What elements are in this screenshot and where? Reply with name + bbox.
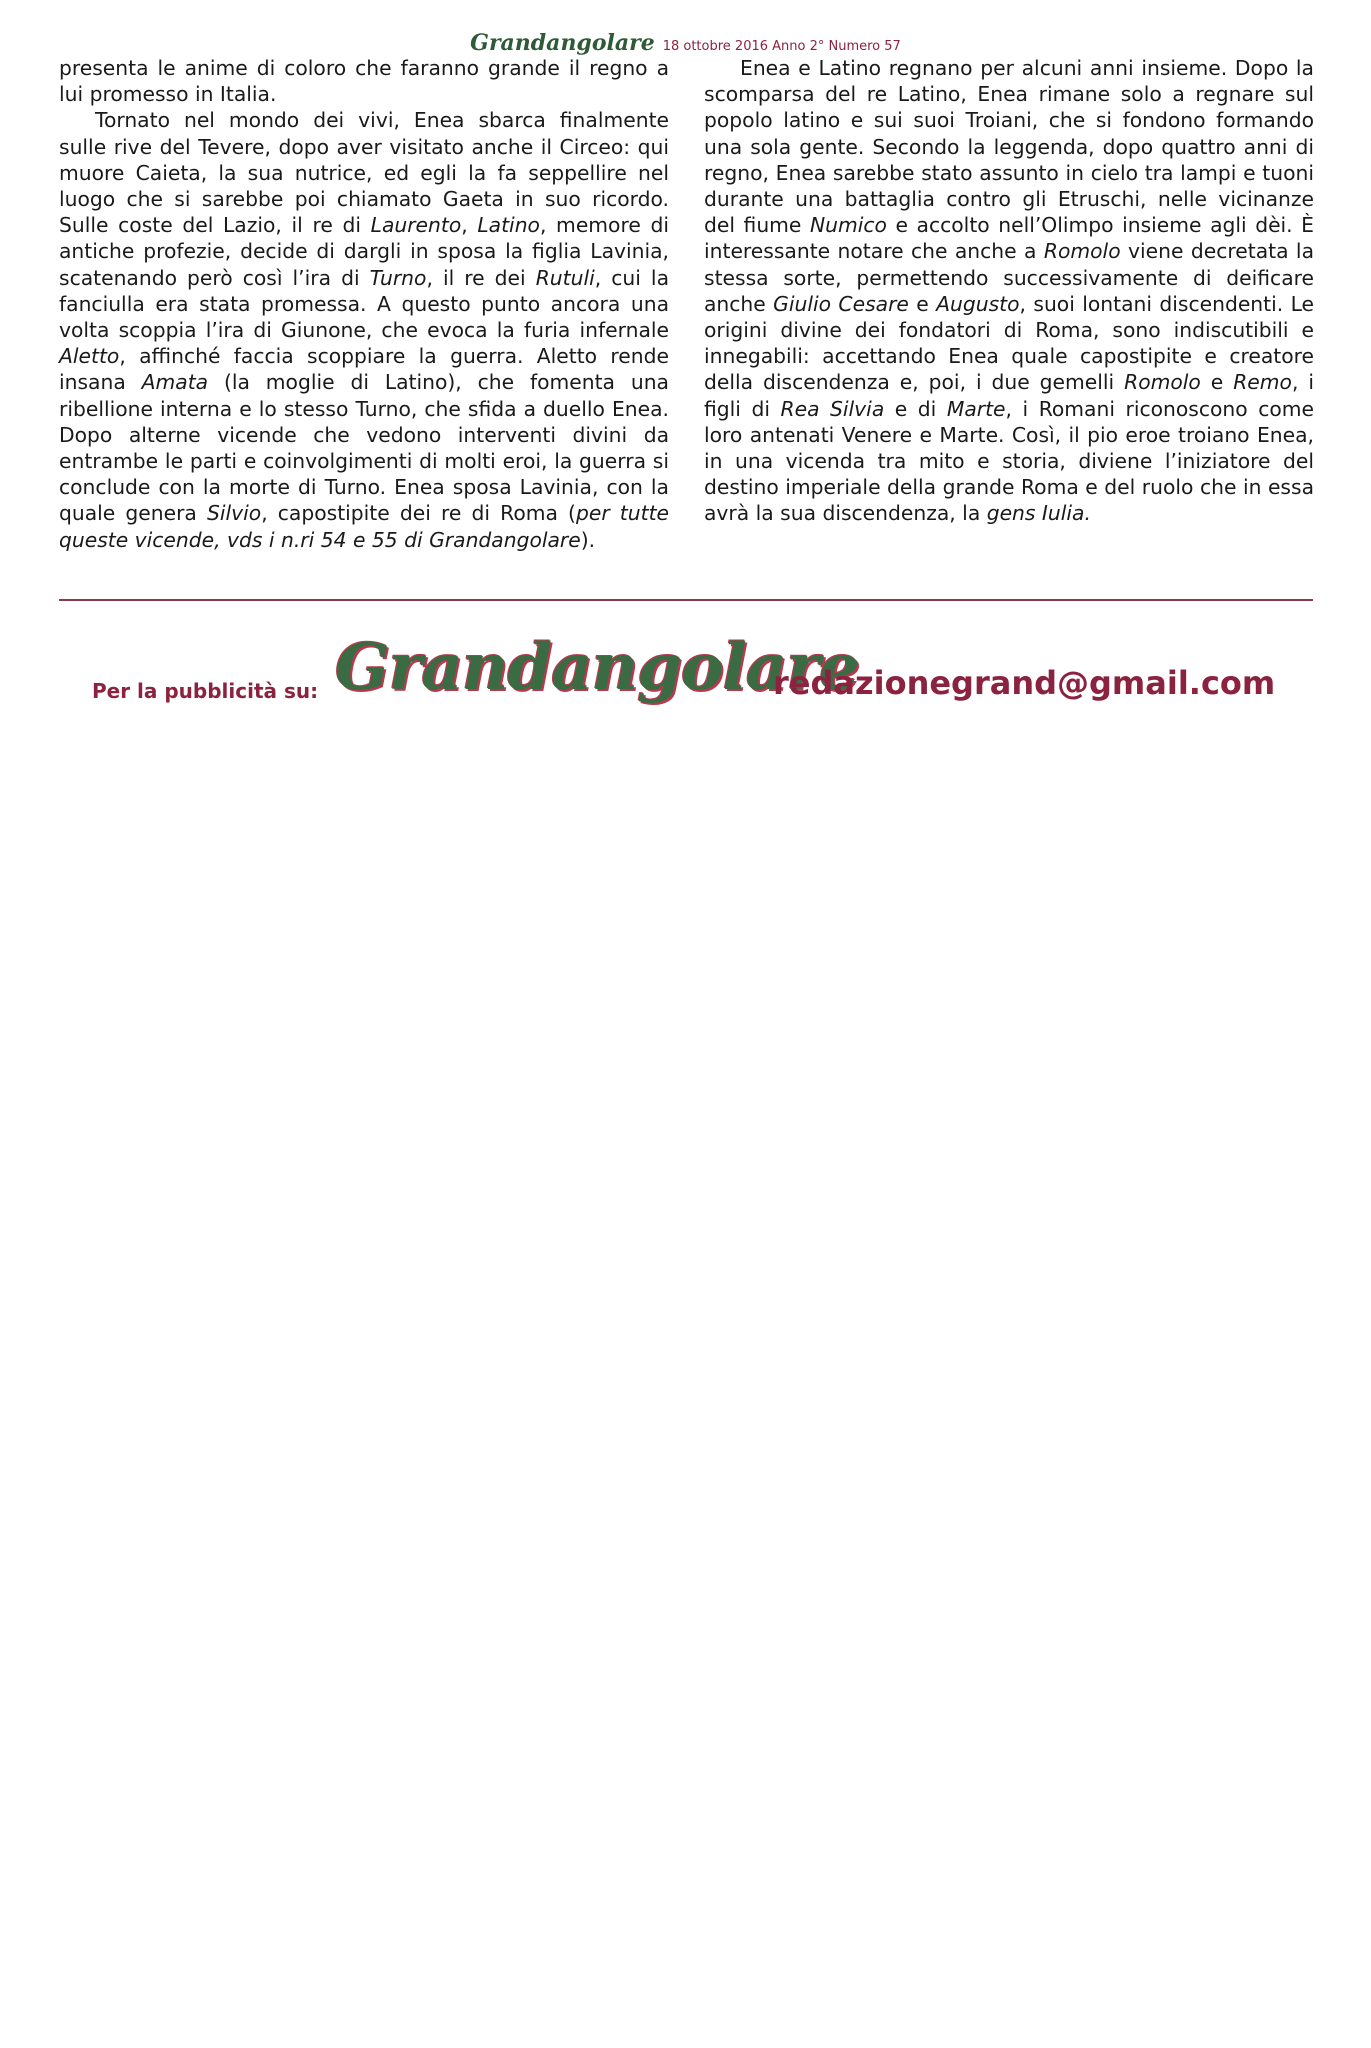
italic-term: per tutte queste vicende, vds i n.ri 54 e 55 di Grandangolare — [59, 501, 669, 552]
italic-term: Laurento — [370, 213, 462, 238]
italic-term: Amata — [141, 370, 209, 395]
left-paragraph-2: Tornato nel mondo dei vivi, Enea sbarca finalmente sulle rive del Tevere, dopo aver visitato anche il Circeo: qui muore Caieta, la sua nutrice, ed egli la fa seppellire nel luogo che si sarebbe poi chiamato Gaeta in suo ricordo. Sulle coste del Lazio, il re di Laurento, Latino, memore di antiche profezie, decide di dargli in sposa la figlia Lavinia, scatenando però così l’ira di Turno, il re dei Rutuli, cui la fanciulla era stata promessa. A questo punto ancora una volta scoppia l’ira di Giunone, che evoca la furia infernale Aletto, affinché faccia scoppiare la guerra. Aletto rende insana Amata (la moglie di Latino), che fomenta una ribellione interna e lo stesso Turno, che sfida a duello Enea. Dopo alterne vicende che vedono interventi divini da entrambe le parti e coinvolgimenti di molti eroi, la guerra si conclude con la morte di Turno. Enea sposa Lavinia, con la quale genera Silvio, capostipite dei re di Roma (per tutte queste vicende, vds i n.ri 54 e 55 di Grandangolare). — [59, 108, 669, 552]
italic-term: gens Iulia. — [986, 501, 1091, 526]
advertising-label: Per la pubblicità su: — [92, 679, 319, 703]
section-divider — [59, 599, 1313, 601]
italic-term: Remo — [1233, 370, 1292, 395]
issue-info: 18 ottobre 2016 Anno 2° Numero 57 — [662, 39, 901, 54]
italic-term: Aletto — [59, 344, 120, 369]
italic-term: Romolo — [1043, 239, 1121, 264]
italic-term: Giulio Cesare — [773, 291, 909, 316]
italic-term: Rea Silvia — [780, 396, 885, 421]
right-column — [704, 55, 1314, 527]
italic-term: Turno — [369, 265, 427, 290]
advertising-banner — [0, 630, 1371, 730]
left-column — [59, 55, 669, 553]
italic-term: Rutuli — [535, 265, 595, 290]
grandangolare-logo: Grandangolare — [335, 630, 859, 705]
newspaper-title: Grandangolare — [470, 30, 655, 56]
left-paragraph-1: presenta le anime di coloro che faranno grande il regno a lui promesso in Italia. — [59, 56, 669, 107]
right-paragraph-1: Enea e Latino regnano per alcuni anni insieme. Dopo la scomparsa del re Latino, Enea rimane solo a regnare sul popolo latino e sui suoi Troiani, che si fondono formando una sola gente. Secondo la leggenda, dopo quattro anni di regno, Enea sarebbe stato assunto in cielo tra lampi e tuoni durante una battaglia contro gli Etruschi, nelle vicinanze del fiume Numico e accolto nell’Olimpo insieme agli dèi. È interessante notare che anche a Romolo viene decretata la stessa sorte, permettendo successivamente di deificare anche Giulio Cesare e Augusto, suoi lontani discendenti. Le origini divine dei fondatori di Roma, sono indiscutibili e innegabili: accettando Enea quale capostipite e creatore della discendenza e, poi, i due gemelli Romolo e Remo, i figli di Rea Silvia e di Marte, i Romani riconoscono come loro antenati Venere e Marte. Così, il pio eroe troiano Enea, in una vicenda tra mito e storia, diviene l’iniziatore del destino imperiale della grande Roma e del ruolo che in essa avrà la sua discendenza, la gens Iulia. — [704, 56, 1315, 526]
italic-term: Augusto — [936, 291, 1020, 316]
italic-term: Latino — [477, 213, 540, 238]
italic-term: Silvio — [207, 501, 262, 526]
italic-term: Romolo — [1124, 370, 1201, 395]
italic-term: Marte — [946, 396, 1006, 421]
italic-term: Numico — [809, 213, 887, 238]
contact-email-link[interactable]: redazionegrand@gmail.com — [773, 664, 1276, 702]
